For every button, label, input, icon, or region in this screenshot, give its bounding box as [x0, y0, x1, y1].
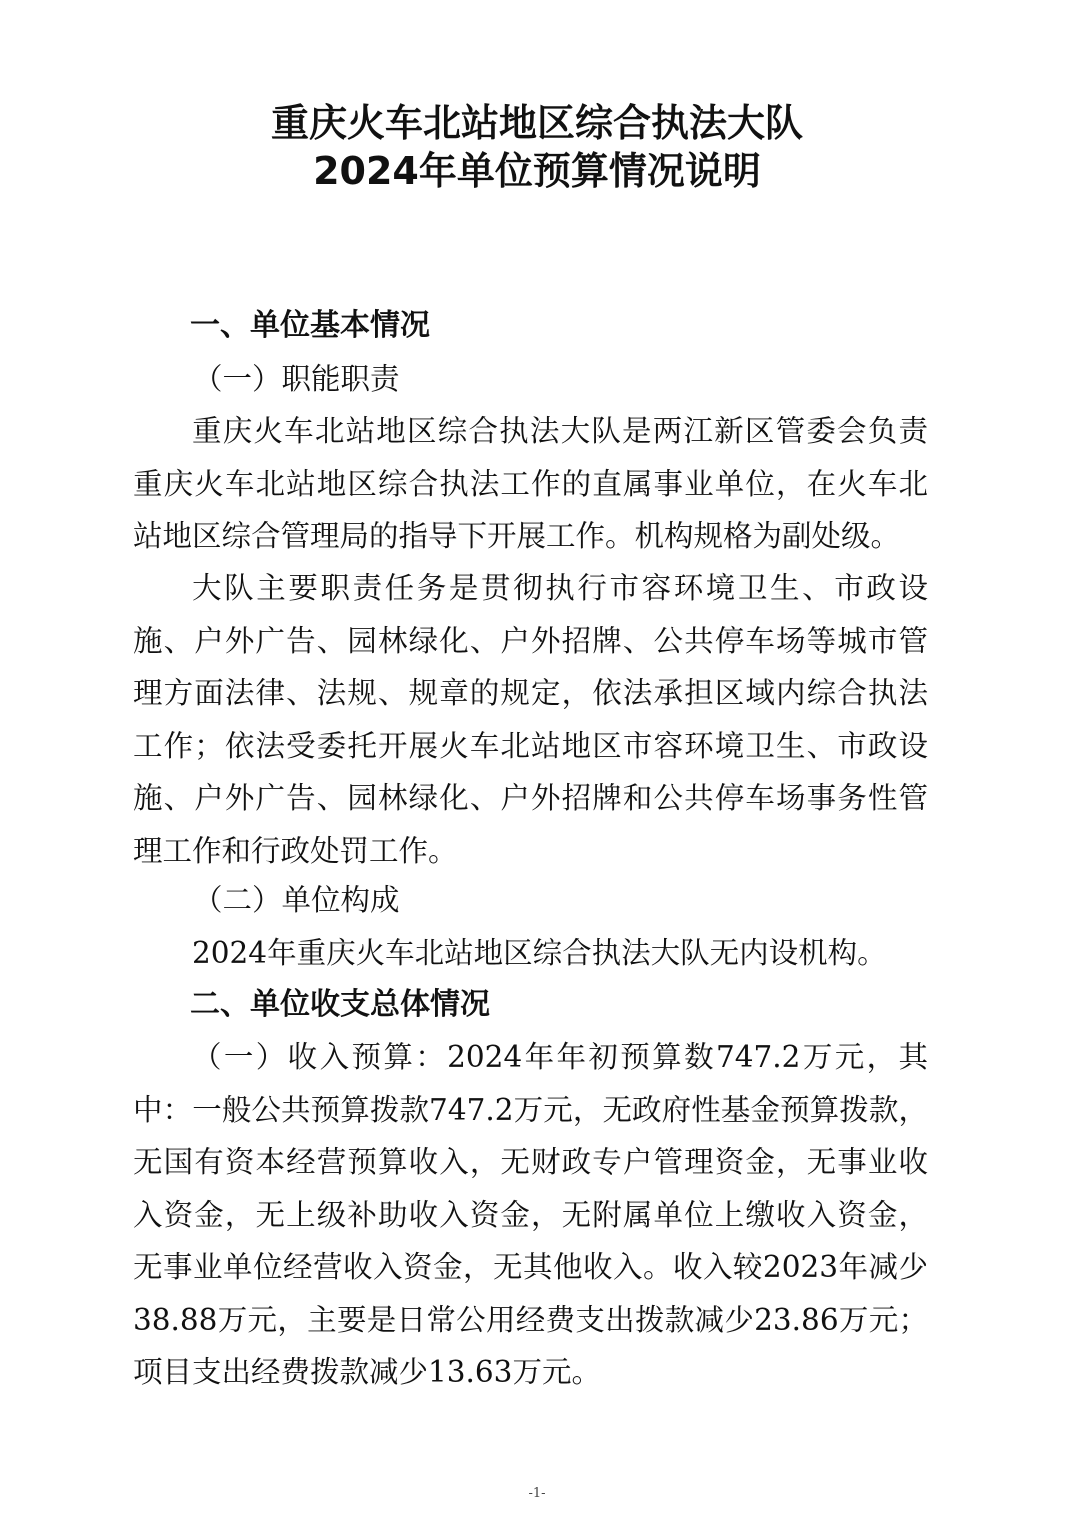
- section1-sub1-para1: 重庆火车北站地区综合执法大队是两江新区管委会负责重庆火车北站地区综合执法工作的直属事业单位，在火车北站地区综合管理局的指导下开展工作。机构规格为副处级。: [133, 414, 928, 553]
- section1-sub2-heading: （二）单位构成: [193, 883, 400, 917]
- section2-para: （一）收入预算：2024年年初预算数747.2万元，其中：一般公共预算拨款747.2万元，无政府性基金预算拨款，无国有资本经营预算收入，无财政专户管理资金，无事业收入资金，无上级补助收入资金，无附属单位上缴收入资金，无事业单位经营收入资金，无其他收入。收入较2023年减少38.88万元，主要是日常公用经费支出拨款减少23.86万元；项目支出经费拨款减少13.63万元。: [133, 1040, 928, 1389]
- section1-heading: 一、单位基本情况: [190, 308, 430, 343]
- section1-sub1-para2: 大队主要职责任务是贯彻执行市容环境卫生、市政设施、户外广告、园林绿化、户外招牌、公共停车场等城市管理方面法律、法规、规章的规定，依法承担区域内综合执法工作；依法受委托开展火车北站地区市容环境卫生、市政设施、户外广告、园林绿化、户外招牌和公共停车场事务性管理工作和行政处罚工作。: [133, 571, 928, 868]
- page-number: -1-: [528, 1486, 546, 1501]
- section1-sub1-heading: （一）职能职责: [193, 362, 400, 396]
- section1-sub2-para: 2024年重庆火车北站地区综合执法大队无内设机构。: [192, 936, 887, 970]
- section2-heading: 二、单位收支总体情况: [190, 987, 490, 1022]
- document-title-line1: 重庆火车北站地区综合执法大队: [270, 101, 803, 145]
- document-title-line2: 2024年单位预算情况说明: [313, 149, 761, 193]
